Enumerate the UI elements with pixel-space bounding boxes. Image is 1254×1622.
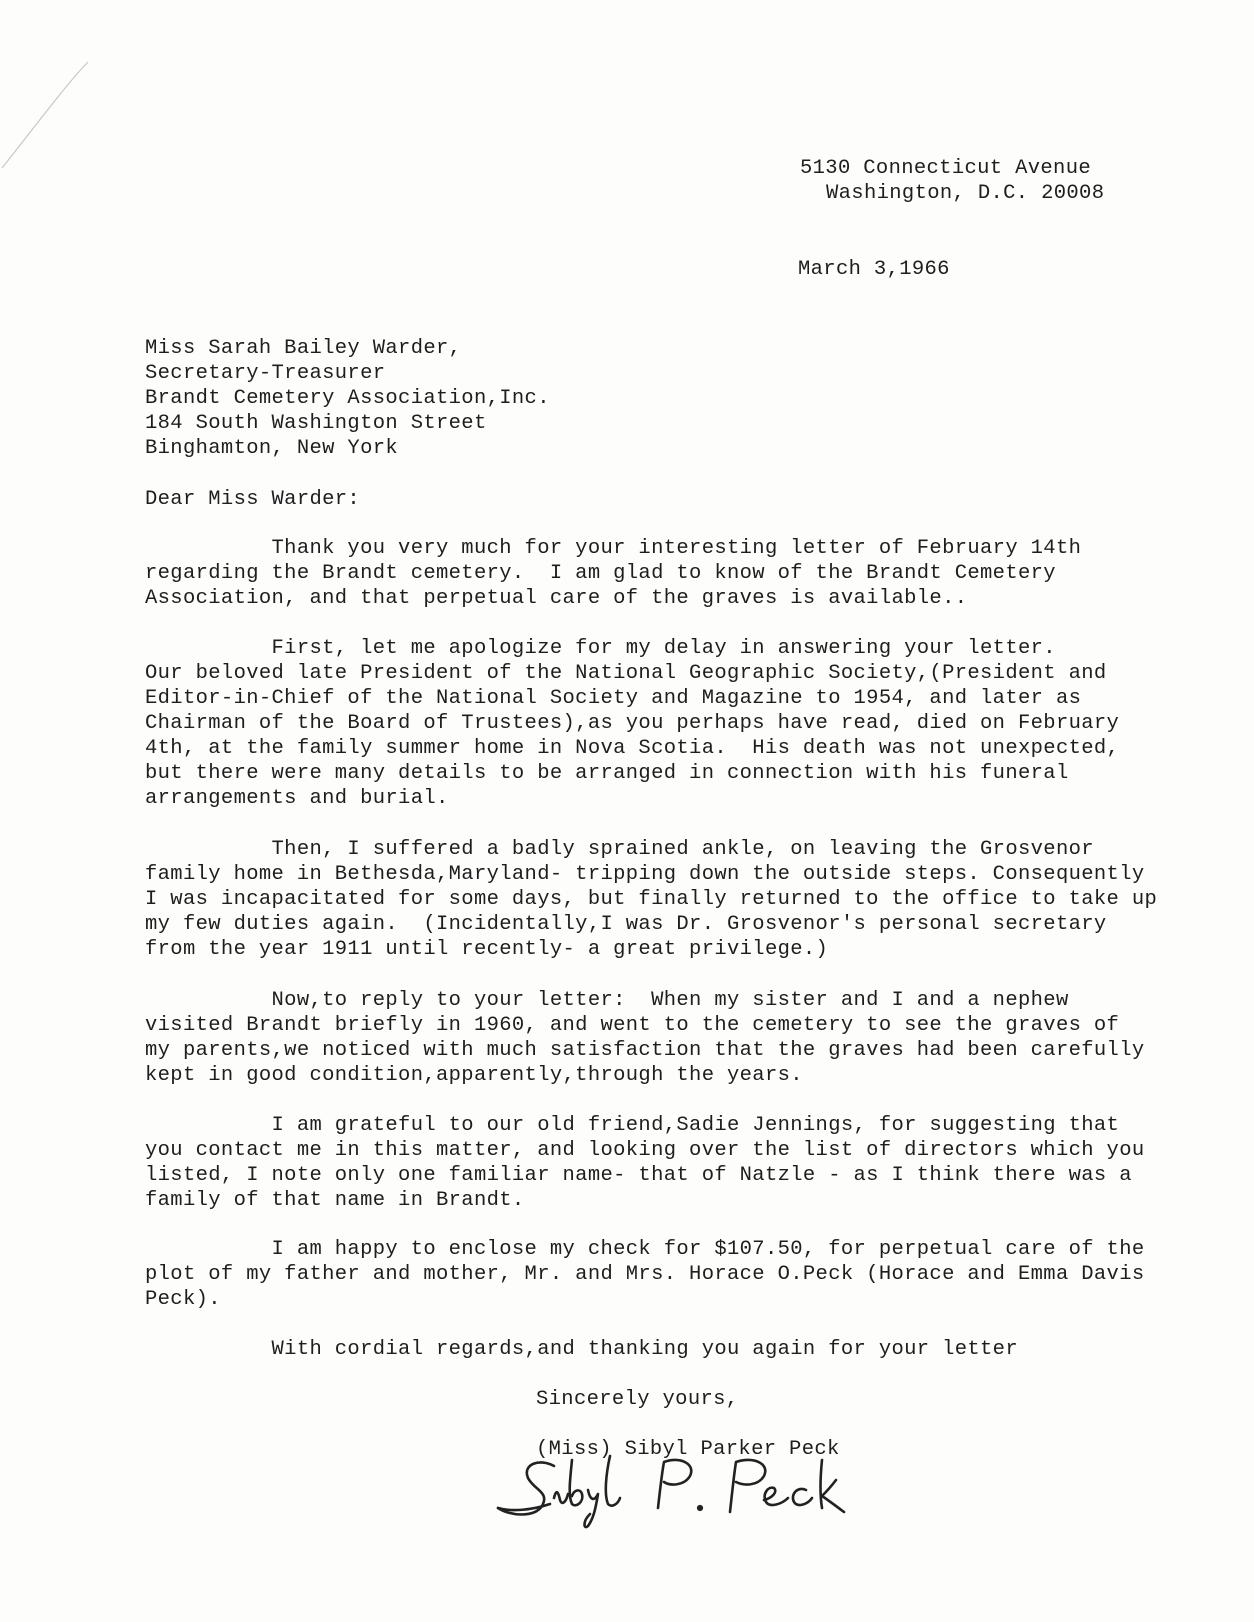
paragraph-3-line: my few duties again. (Incidentally,I was Dr. Grosvenor's personal secretary — [145, 913, 1107, 936]
paragraph-5-line: family of that name in Brandt. — [145, 1189, 525, 1212]
paragraph-4-line: visited Brandt briefly in 1960, and went to the cemetery to see the graves of — [145, 1014, 1120, 1037]
typed-name: (Miss) Sibyl Parker Peck — [536, 1438, 840, 1461]
paragraph-2-line: but there were many details to be arranged in connection with his funeral — [145, 762, 1069, 785]
handwritten-signature — [492, 1450, 852, 1530]
valediction: Sincerely yours, — [536, 1388, 739, 1411]
paragraph-2-line: Chairman of the Board of Trustees),as you perhaps have read, died on February — [145, 712, 1120, 735]
paragraph-2-line: 4th, at the family summer home in Nova Scotia. His death was not unexpected, — [145, 737, 1120, 760]
paragraph-1-line: Thank you very much for your interesting letter of February 14th — [145, 537, 1082, 560]
paragraph-4-line: Now,to reply to your letter: When my sister and I and a nephew — [145, 989, 1069, 1012]
letter-date: March 3,1966 — [798, 258, 950, 281]
paragraph-6-line: I am happy to enclose my check for $107.50, for perpetual care of the — [145, 1238, 1145, 1261]
paragraph-2-line: Our beloved late President of the National Geographic Society,(President and — [145, 662, 1107, 685]
sender-address-line-1: 5130 Connecticut Avenue — [800, 157, 1091, 180]
paragraph-6-line: plot of my father and mother, Mr. and Mrs. Horace O.Peck (Horace and Emma Davis — [145, 1263, 1145, 1286]
paragraph-2-line: Editor-in-Chief of the National Society and Magazine to 1954, and later as — [145, 687, 1082, 710]
sender-address-line-2: Washington, D.C. 20008 — [826, 182, 1105, 205]
recipient-name: Miss Sarah Bailey Warder, — [145, 337, 462, 360]
paragraph-1-line: regarding the Brandt cemetery. I am glad to know of the Brandt Cemetery — [145, 562, 1056, 585]
paragraph-3-line: I was incapacitated for some days, but finally returned to the office to take up — [145, 888, 1158, 911]
paragraph-3-line: family home in Bethesda,Maryland- tripping down the outside steps. Consequently — [145, 863, 1145, 886]
paragraph-5-line: I am grateful to our old friend,Sadie Jennings, for suggesting that — [145, 1114, 1120, 1137]
paragraph-5-line: you contact me in this matter, and looking over the list of directors which you — [145, 1139, 1145, 1162]
paragraph-4-line: my parents,we noticed with much satisfaction that the graves had been carefully — [145, 1039, 1145, 1062]
recipient-city: Binghamton, New York — [145, 437, 399, 460]
recipient-title: Secretary-Treasurer — [145, 362, 386, 385]
paragraph-1-line: Association, and that perpetual care of the graves is available.. — [145, 587, 968, 610]
paper-fold-mark — [0, 60, 90, 170]
paragraph-2-line: arrangements and burial. — [145, 787, 449, 810]
salutation: Dear Miss Warder: — [145, 488, 361, 511]
paragraph-3-line: from the year 1911 until recently- a great privilege.) — [145, 938, 829, 961]
paragraph-5-line: listed, I note only one familiar name- that of Natzle - as I think there was a — [145, 1164, 1132, 1187]
recipient-street: 184 South Washington Street — [145, 412, 487, 435]
paragraph-4-line: kept in good condition,apparently,through the years. — [145, 1064, 803, 1087]
recipient-organization: Brandt Cemetery Association,Inc. — [145, 387, 550, 410]
paragraph-2-line: First, let me apologize for my delay in answering your letter. — [145, 637, 1056, 660]
paragraph-3-line: Then, I suffered a badly sprained ankle, on leaving the Grosvenor — [145, 838, 1094, 861]
closing-line: With cordial regards,and thanking you again for your letter — [145, 1338, 1018, 1361]
paragraph-6-line: Peck). — [145, 1288, 221, 1311]
